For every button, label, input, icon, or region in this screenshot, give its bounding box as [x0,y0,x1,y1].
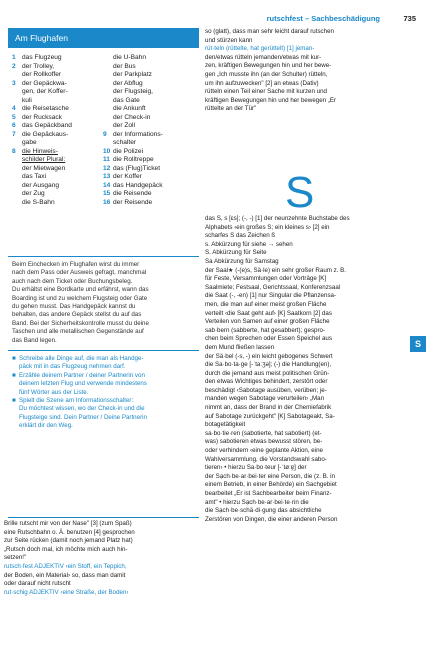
exercise-line [12,422,198,430]
vocab-term: der Parkplatz [113,71,152,78]
exercise-text: fünf Wörter aus der Liste. [19,388,89,396]
exercise-text: erklärt dir den Weg. [19,422,73,430]
entry-line: s. Abkürzung für siehe → sehen [205,240,293,248]
vocab-number [103,54,113,63]
vocab-number [12,190,22,199]
exercise-line [12,414,198,422]
entry-line: scharfes S das Zeichen ß [205,232,276,240]
vocab-number: 12 [103,164,111,172]
entry-line: bearbeitet „Er ist Sachbearbeiter beim Finanz- [205,490,332,497]
vocab-term: die Rolltreppe [113,156,154,163]
vocab-term: der Koffer [113,173,142,180]
bullet-square-icon: ■ [12,355,16,362]
entry-line: den etwas Wichtiges behindert, zerstört oder [205,378,328,386]
vocab-row [12,88,199,97]
section-title-bar [8,28,199,48]
vocab-number: 3 [12,79,16,87]
divider-top [8,256,199,257]
info-line: Du erhältst eine Bordkarte und erfährst, wann das [12,286,149,294]
vocab-row [12,156,199,165]
vocab-row [12,71,199,80]
vocab-term: gabe [22,139,37,146]
vocab-term: das Taxi [22,173,47,180]
entry-line: um ihn aufzuwecken" [2] an etwas (Dativ) [205,79,319,87]
vocab-row [12,105,199,114]
entry-line: einem Betrieb, in einer Behörde) ein Sachgebiet [205,481,337,489]
vocab-number: 2 [12,62,16,70]
vocab-row [12,122,199,131]
vocab-row [12,54,199,63]
vocab-term: der Check-in [113,113,151,121]
entry-line: der Sä·bel (-s, -) ein leicht gebogenes Schwert [205,352,333,360]
info-line: auch nach dem Ticket oder Buchungsbeleg. [12,277,133,285]
entry-line: manden wegen Sabotage verurteilen› „Man [205,395,325,403]
entry-line: sab·bern (sabberte, hat gesabbert); gespro- [205,326,326,334]
info-line: behalten, das andere Gepäck stellst du auf das [12,311,142,319]
vocab-term: die S-Bahn [22,198,55,206]
vocab-term: das Gepäckband [22,122,72,129]
bullet-square-icon: ■ [12,371,16,379]
entry-line: Saalmiete; Festsaal, Gerichtssaal, Konferenzsaal [205,283,341,291]
entry-line: chen beim Sprechen oder Essen Speichel aus [205,335,332,343]
vocab-number [12,139,22,148]
entry-line: für Feste, Versammlungen oder Vorträge [K] [205,275,327,283]
vocab-number [12,173,22,182]
info-line: das Band legen. [12,336,57,344]
info-line: Beim Einchecken im Flughafen wirst du immer [12,261,140,268]
entry-line: Sa Abkürzung für Samstag [205,257,279,265]
vocab-term: der Zoll [113,122,135,129]
entry-line: oder verhindern ‹eine geplante Aktion, eine [205,447,323,455]
vocab-number [12,88,22,97]
entry-line: botagetätigkeit [205,421,246,429]
vocab-term: der Zug [22,190,45,197]
entry-line: S. Abkürzung für Seite [205,249,267,257]
right-column-bottom [205,215,405,524]
info-line: nach dem Pass oder Ausweis gefragt, manchmal [12,269,147,277]
vocab-term: die Hinweis- [22,147,58,155]
entry-line: rut·schig ADJEKTIV ‹eine Straße, der Boden› [4,588,129,596]
vocab-term: die Reisetasche [22,105,69,112]
vocab-number: 5 [12,113,16,121]
vocab-number [12,165,22,174]
vocab-number [103,105,113,114]
vocab-term: gen, der Koffer- [22,88,68,95]
exercise-line [12,355,198,363]
vocab-term: das Gate [113,96,140,104]
vocab-number [103,97,113,106]
thumb-index-tab[interactable]: S [410,336,426,352]
vocab-row [12,114,199,123]
vocab-number [103,114,113,123]
vocab-number [103,122,113,131]
exercise-text: Du möchtest wissen, wo der Check-in und die [19,405,145,413]
vocab-number [103,88,113,97]
entry-line: so (glatt), dass man sehr leicht darauf rutschen [205,28,334,35]
exercise-line [12,380,198,388]
entry-line: verteilt ‹die Saat geht auf› [K] Saatkorn [2] das [205,309,332,317]
vocab-term: der Informations- [113,130,163,138]
entry-line: die Sa·bo·ta·ge [-ˈtaːʒə]; (-) die Handlung(en), [205,361,332,369]
bullet-square-icon: ■ [12,397,16,405]
page-number: 735 [403,14,416,23]
exercise-line [12,363,198,371]
vocab-term: das Handgepäck [113,181,163,189]
vocab-term: der Trolley, [22,62,55,70]
entry-line: und stürzen kann [205,36,253,44]
exercise-line [12,372,198,380]
vocab-number [103,71,113,80]
bullet-square-icon [12,405,19,413]
exercise-text: Erzähle deinem Partner / deiner Partnerin von [19,371,145,379]
entry-line: eine Rutschbahn o. Ä. benutzen [4] gesprochen [4,528,135,536]
entry-line: Verteilen von Samen auf einer großen Fläche [205,318,330,326]
vocab-term: der Mietwagen [22,164,66,172]
entry-line: auf Sabotage zurückgeht" [K] Sabotageakt, Sa- [205,412,335,420]
vocab-row [12,97,199,106]
vocab-number [103,139,113,148]
vocab-row [12,190,199,199]
vocab-number [12,97,22,106]
left-dictionary-entries [4,520,190,597]
exercise-text: päck mit in das Flugzeug nehmen darf. [19,363,126,371]
exercise-text: Spielt die Szene am Informationsschalter: [19,397,134,405]
divider-middle [8,350,199,351]
bullet-square-icon [12,414,19,422]
entry-line: rüttelte an der Tür" [205,105,257,113]
vocab-term: der Abflug [113,79,143,87]
info-text [12,261,198,345]
info-line: Boarding ist und zu welchem Flugsteig oder Gate [12,294,148,302]
entry-line: die Sạch·be·schä·di·gung das absichtliche [205,507,322,515]
vocab-number [12,182,22,191]
entry-line: die Saat (-, -en) [1] nur Singular die Pflanzensa- [205,292,337,300]
entry-line: der Boden, ein Material› so, dass man damit [4,571,126,579]
vocab-number: 7 [12,130,16,138]
entry-line: men, die man auf einer meist großen Fläche [205,300,327,308]
entry-line: durch die jemand aus meist politischen Grün- [205,369,330,377]
vocab-term: schalter [113,139,137,146]
vocab-term: die Ankunft [113,105,146,112]
bullet-square-icon [12,422,19,430]
section-title: Am Flughafen [15,33,68,43]
vocab-number [12,71,22,80]
entry-line: setzen!" [4,554,27,562]
entry-line: rutsch·fest ADJEKTIV ‹ein Stoff, ein Teppich, [4,562,127,570]
entry-line: beschädigt ‹Sabotage ausüben, verüben; je- [205,386,327,394]
vocab-number: 1 [12,54,16,61]
entry-line: tieren› • hierzu Sa·bo·teur [-ˈtøːɐ̯] der [205,464,307,472]
vocab-term: der Ausgang [22,181,60,189]
vocab-row [12,182,199,191]
vocab-row [12,148,199,157]
entry-line: nimmt an, dass der Brand in der Chemiefabrik [205,404,332,412]
entry-line: rütteln einen Teil einer Sache mit kurzen und [205,88,327,96]
vocab-row [12,131,199,140]
vocab-row [12,199,199,208]
divider-bottom [8,517,199,518]
section-letter: S [285,168,315,217]
vocab-row [12,165,199,174]
vocab-number [103,63,113,72]
vocab-term: der Gepäckwa- [22,79,67,87]
entry-line: Zerstören von Dingen, die einer anderen Person [205,515,338,523]
entry-line: rüt·teln (rüttelte, hat gerüttelt) [1] jeman- [205,45,315,53]
vocab-row [12,63,199,72]
entry-line: Alphabets ‹ein großes S; ein kleines s› [2] ein [205,223,330,231]
vocab-term: kuli [22,96,32,104]
exercise-line [12,397,198,405]
vocab-term: der Rucksack [22,113,62,121]
entry-line: amt" • hierzu Sạch·be·ar·bei·te·rin die [205,498,309,506]
vocab-number: 9 [103,130,107,138]
entry-line: Wahlversammlung, die Vorstandswahl sabo- [205,455,327,463]
entry-line: zur Seite rücken (damit noch jemand Platz hat) [4,537,133,545]
entry-line: zen, kräftigen Bewegungen hin und her bewe- [205,62,332,70]
vocab-number: 13 [103,173,111,180]
vocab-number [103,80,113,89]
vocab-row [12,139,199,148]
entry-line: Brille rutscht mir von der Nase" [3] (zum Spaß) [4,520,132,527]
vocab-number [12,199,22,208]
right-column-top [205,28,405,114]
exercise-line [12,405,198,413]
info-line: du gehen musst. Das Handgepäck kannst du [12,303,136,311]
bullet-square-icon [12,363,19,371]
vocab-term: der Reisende [113,198,153,206]
exercise-text: Flugsteige sind. Dein Partner / Deine Partnerin [19,413,147,421]
entry-line: gen „Ich musste ihn (an der Schulter) rütteln, [205,70,328,78]
entry-line: sa·bo·tie·ren (sabotierte, hat sabotiert) (et- [205,429,322,437]
entry-line: dem Mund fließen lassen [205,343,275,351]
vocab-term: die Reisende [113,190,152,197]
exercise-text: deinem letzten Flug und verwende mindestens [19,380,147,388]
exercise-list [12,355,198,431]
vocab-row [12,80,199,89]
bullet-square-icon [12,380,19,388]
info-line: Taschen und alle metallischen Gegenstände auf [12,328,144,336]
vocab-term: die Polizei [113,147,144,155]
vocab-term: der Bus [113,62,136,70]
entry-line: oder darauf nicht rutscht [4,580,71,588]
vocab-number: 11 [103,156,110,163]
vocab-number: 15 [103,190,111,197]
entry-line: was) sabotieren etwas bewusst stören, be- [205,438,323,446]
vocab-number: 4 [12,105,16,112]
vocab-term: die U-Bahn [113,54,146,61]
vocab-term: die Gepäckaus- [22,130,69,138]
entry-line: kräftigen Bewegungen hin und her bewegen „Er [205,96,337,104]
info-line: Band. Bei der Sicherheitskontrolle musst du deine [12,319,149,327]
exercise-line [12,389,198,397]
vocab-term: der Rollkoffer [22,71,62,78]
vocab-number: 10 [103,147,111,155]
exercise-text: Schreibe alle Dinge auf, die man als Handge- [19,355,144,362]
entry-line: der Saal★ (-(e)s, Sä·le) ein sehr großer Raum z. B. [205,266,347,274]
entry-line: „Rutsch doch mal, ich möchte mich auch hin- [4,545,128,553]
vocab-number: 14 [103,181,111,189]
vocab-number: 6 [12,122,16,129]
entry-line: das S, s [ɛs]; (-, -) [1] der neunzehnte Buchstabe des [205,215,350,222]
vocab-number: 16 [103,198,111,206]
entry-line: der Sạch·be·ar·bei·ter eine Person, die (z. B. in [205,472,335,480]
vocab-list [12,54,199,207]
page-header [0,14,426,26]
vocab-row [12,173,199,182]
running-head: rutschfest – Sachbeschädigung [266,14,380,23]
vocab-term: das Flugzeug [22,54,62,61]
vocab-term: der Flugsteig, [113,88,153,95]
vocab-term: das (Flug)Ticket [113,164,161,172]
bullet-square-icon [12,389,19,397]
entry-line: den/etwas rütteln jemanden/etwas mit kur- [205,53,322,61]
vocab-number: 8 [12,147,16,155]
vocab-term: schilder Plural: [22,156,66,163]
vocab-number [12,156,22,165]
